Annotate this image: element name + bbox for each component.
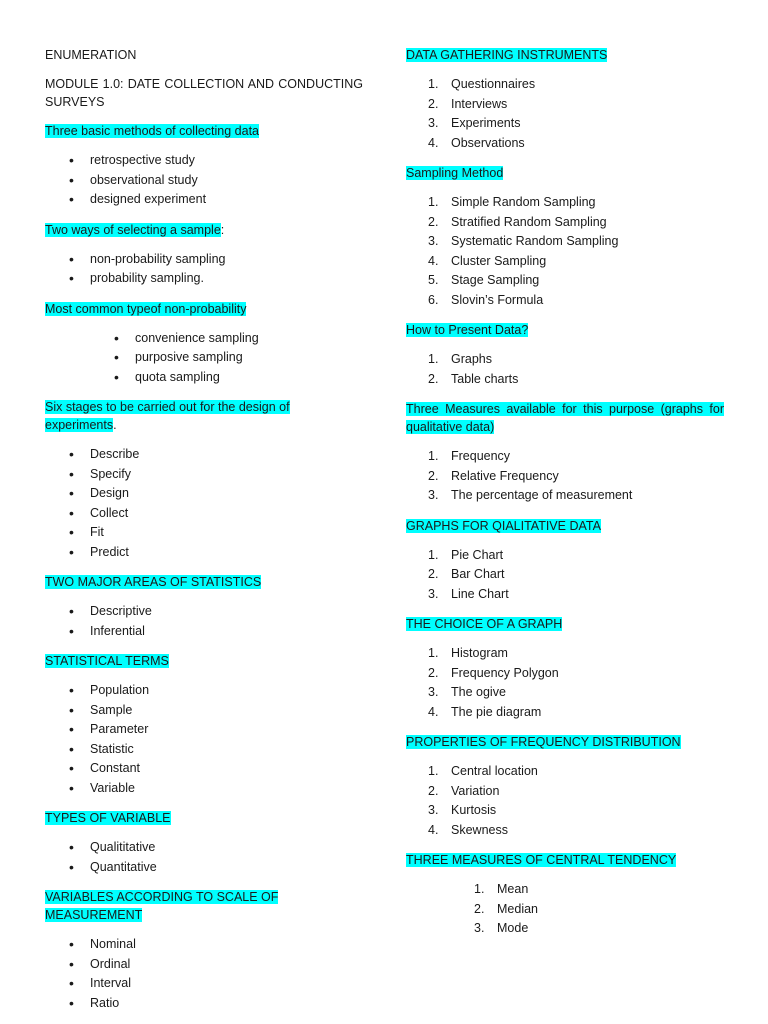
list-item xyxy=(406,467,724,487)
heading-highlight: TYPES OF VARIABLE xyxy=(45,811,171,825)
list-item xyxy=(406,447,724,467)
list-number: 3. xyxy=(428,488,439,502)
heading-highlight: Three Measures available for this purpose (graphs for qualitative data) xyxy=(406,402,724,434)
list-item: • Constant xyxy=(45,759,363,779)
list-item: • Ordinal xyxy=(45,955,363,975)
list-item: • retrospective study xyxy=(45,151,363,171)
document-title: ENUMERATION xyxy=(45,48,137,62)
heading-suffix: : xyxy=(220,222,225,237)
section-heading xyxy=(406,400,724,436)
section-heading xyxy=(45,221,363,239)
list-item: • probability sampling. xyxy=(45,269,363,289)
heading-highlight: DATA GATHERING INSTRUMENTS xyxy=(406,48,608,62)
list-item xyxy=(406,900,724,920)
bullet-list xyxy=(45,250,363,289)
list-item xyxy=(406,350,724,370)
list-item: • purposive sampling xyxy=(45,348,363,368)
list-item xyxy=(406,565,724,585)
list-item-text: Cluster Sampling xyxy=(451,253,547,268)
section-heading xyxy=(406,851,724,869)
list-item xyxy=(406,782,724,802)
list-number: 4. xyxy=(428,135,439,150)
list-item: • Describe xyxy=(45,445,363,465)
heading-highlight: TWO MAJOR AREAS OF STATISTICS xyxy=(45,575,262,589)
list-item: • Predict xyxy=(45,543,363,563)
numbered-list xyxy=(406,350,724,389)
list-item-text: Table charts xyxy=(451,371,519,386)
list-number: 2. xyxy=(428,214,439,229)
bullet-list xyxy=(45,935,363,1013)
list-item-text: Mean xyxy=(497,882,529,896)
list-item-text: Kurtosis xyxy=(451,803,497,817)
list-number: 2. xyxy=(428,96,439,111)
heading-highlight: Six stages to be carried out for the design of experiments xyxy=(45,400,290,432)
list-item-text: Stage Sampling xyxy=(451,273,540,287)
list-number: 3. xyxy=(474,921,485,935)
list-item xyxy=(406,213,724,233)
list-item-text: Relative Frequency xyxy=(451,468,559,483)
list-item: • Specify xyxy=(45,465,363,485)
list-item xyxy=(406,762,724,782)
list-number: 3. xyxy=(428,685,439,699)
list-item-text: Observations xyxy=(451,135,525,150)
list-item xyxy=(406,95,724,115)
bullet-list xyxy=(45,151,363,210)
bullet-list xyxy=(45,838,363,877)
list-item: • Qualititative xyxy=(45,838,363,858)
list-number: 2. xyxy=(428,665,439,680)
list-item: • Interval xyxy=(45,974,363,994)
list-item: • designed experiment xyxy=(45,190,363,210)
list-item: • observational study xyxy=(45,171,363,191)
list-item-text: Skewness xyxy=(451,822,508,837)
list-item-text: Questionnaires xyxy=(451,77,536,91)
section-heading xyxy=(406,733,724,751)
list-item xyxy=(406,801,724,821)
numbered-list xyxy=(406,546,724,605)
heading-highlight: How to Present Data? xyxy=(406,323,529,337)
list-item xyxy=(406,370,724,390)
module-title: MODULE 1.0: DATE COLLECTION AND CONDUCTING SURVEYS xyxy=(45,77,363,109)
list-item: • convenience sampling xyxy=(45,329,363,349)
list-item xyxy=(406,683,724,703)
left-column xyxy=(45,46,363,1024)
heading-highlight: PROPERTIES OF FREQUENCY DISTRIBUTION xyxy=(406,735,681,749)
list-number: 5. xyxy=(428,273,439,287)
list-number: 4. xyxy=(428,822,439,837)
list-item xyxy=(406,134,724,154)
numbered-list xyxy=(406,880,724,939)
list-item-text: Central location xyxy=(451,764,538,778)
numbered-list xyxy=(406,75,724,153)
list-number: 1. xyxy=(428,646,439,660)
list-item-text: Experiments xyxy=(451,116,521,130)
list-item xyxy=(406,703,724,723)
list-item xyxy=(406,919,724,939)
list-item-text: Pie Chart xyxy=(451,547,504,562)
numbered-list xyxy=(406,644,724,722)
list-item xyxy=(406,585,724,605)
list-number: 2. xyxy=(428,567,439,581)
section-heading xyxy=(45,398,363,434)
list-item xyxy=(406,880,724,900)
heading-highlight: GRAPHS FOR QIALITATIVE DATA xyxy=(406,518,601,533)
list-item: • Statistic xyxy=(45,740,363,760)
list-item: • Nominal xyxy=(45,935,363,955)
heading-highlight: Most common typeof non-probability xyxy=(45,301,247,316)
list-item-text: Line Chart xyxy=(451,586,509,601)
section-heading xyxy=(406,615,724,633)
heading-highlight: Sampling Method xyxy=(406,166,504,180)
list-item-text: Frequency Polygon xyxy=(451,665,559,680)
list-number: 1. xyxy=(428,352,439,366)
section-heading xyxy=(45,300,363,318)
list-item: • Fit xyxy=(45,523,363,543)
section-heading xyxy=(406,164,724,182)
list-item-text: Slovin’s Formula xyxy=(451,292,544,307)
list-item-text: Frequency xyxy=(451,449,511,463)
list-item xyxy=(406,252,724,272)
list-item: • Collect xyxy=(45,504,363,524)
list-item-text: Bar Chart xyxy=(451,567,505,581)
section-heading xyxy=(45,122,363,140)
list-item xyxy=(406,486,724,506)
list-item: • Population xyxy=(45,681,363,701)
heading-highlight: THE CHOICE OF A GRAPH xyxy=(406,617,563,631)
section-heading xyxy=(406,46,724,64)
list-item xyxy=(406,193,724,213)
list-number: 1. xyxy=(428,547,439,562)
heading-highlight: Three basic methods of collecting data xyxy=(45,124,260,138)
list-number: 4. xyxy=(428,704,439,719)
list-item: • Parameter xyxy=(45,720,363,740)
heading-highlight: VARIABLES ACCORDING TO SCALE OF MEASUREMENT xyxy=(45,890,279,922)
list-number: 3. xyxy=(428,803,439,817)
section-heading xyxy=(45,652,363,670)
list-number: 1. xyxy=(428,77,439,91)
list-number: 2. xyxy=(428,783,439,798)
section-heading xyxy=(406,517,724,535)
list-number: 1. xyxy=(428,764,439,778)
list-item-text: Systematic Random Sampling xyxy=(451,234,619,248)
list-item-text: Histogram xyxy=(451,646,508,660)
list-item-text: The ogive xyxy=(451,685,506,699)
list-number: 2. xyxy=(428,371,439,386)
list-item xyxy=(406,75,724,95)
list-item xyxy=(406,546,724,566)
list-item-text: Variation xyxy=(451,783,500,798)
list-item: • Inferential xyxy=(45,622,363,642)
list-item: • quota sampling xyxy=(45,368,363,388)
list-number: 3. xyxy=(428,586,439,601)
numbered-list xyxy=(406,447,724,506)
list-number: 4. xyxy=(428,253,439,268)
list-number: 3. xyxy=(428,234,439,248)
list-item xyxy=(406,644,724,664)
list-number: 3. xyxy=(428,116,439,130)
list-item: • Descriptive xyxy=(45,602,363,622)
list-item xyxy=(406,232,724,252)
list-item xyxy=(406,821,724,841)
list-number: 1. xyxy=(428,449,439,463)
list-item-text: Mode xyxy=(497,921,529,935)
list-item-text: Simple Random Sampling xyxy=(451,195,596,209)
list-item: • non-probability sampling xyxy=(45,250,363,270)
section-heading xyxy=(406,321,724,339)
list-item xyxy=(406,664,724,684)
list-item-text: The percentage of measurement xyxy=(451,488,633,502)
list-item-text: Median xyxy=(497,901,538,916)
bullet-list xyxy=(45,681,363,798)
list-item-text: Stratified Random Sampling xyxy=(451,214,607,229)
list-item: • Quantitative xyxy=(45,858,363,878)
list-item xyxy=(406,271,724,291)
list-number: 2. xyxy=(428,468,439,483)
numbered-list xyxy=(406,762,724,840)
bullet-list xyxy=(45,445,363,562)
section-heading xyxy=(45,888,363,924)
list-number: 2. xyxy=(474,901,485,916)
list-item: • Sample xyxy=(45,701,363,721)
list-item: • Ratio xyxy=(45,994,363,1014)
list-number: 1. xyxy=(474,882,485,896)
bullet-list xyxy=(45,602,363,641)
list-number: 1. xyxy=(428,195,439,209)
list-item-text: The pie diagram xyxy=(451,704,542,719)
heading-highlight: THREE MEASURES OF CENTRAL TENDENCY xyxy=(406,853,677,867)
right-column xyxy=(406,46,724,950)
heading-highlight: STATISTICAL TERMS xyxy=(45,654,169,668)
list-item: • Design xyxy=(45,484,363,504)
list-item-text: Interviews xyxy=(451,96,508,111)
section-heading xyxy=(45,573,363,591)
numbered-list xyxy=(406,193,724,310)
list-item xyxy=(406,114,724,134)
heading-suffix: . xyxy=(113,418,117,432)
list-item xyxy=(406,291,724,311)
list-item: • Variable xyxy=(45,779,363,799)
list-number: 6. xyxy=(428,292,439,307)
list-item-text: Graphs xyxy=(451,352,492,366)
bullet-list xyxy=(45,329,363,388)
section-heading xyxy=(45,809,363,827)
heading-highlight: Two ways of selecting a sample xyxy=(45,222,221,237)
